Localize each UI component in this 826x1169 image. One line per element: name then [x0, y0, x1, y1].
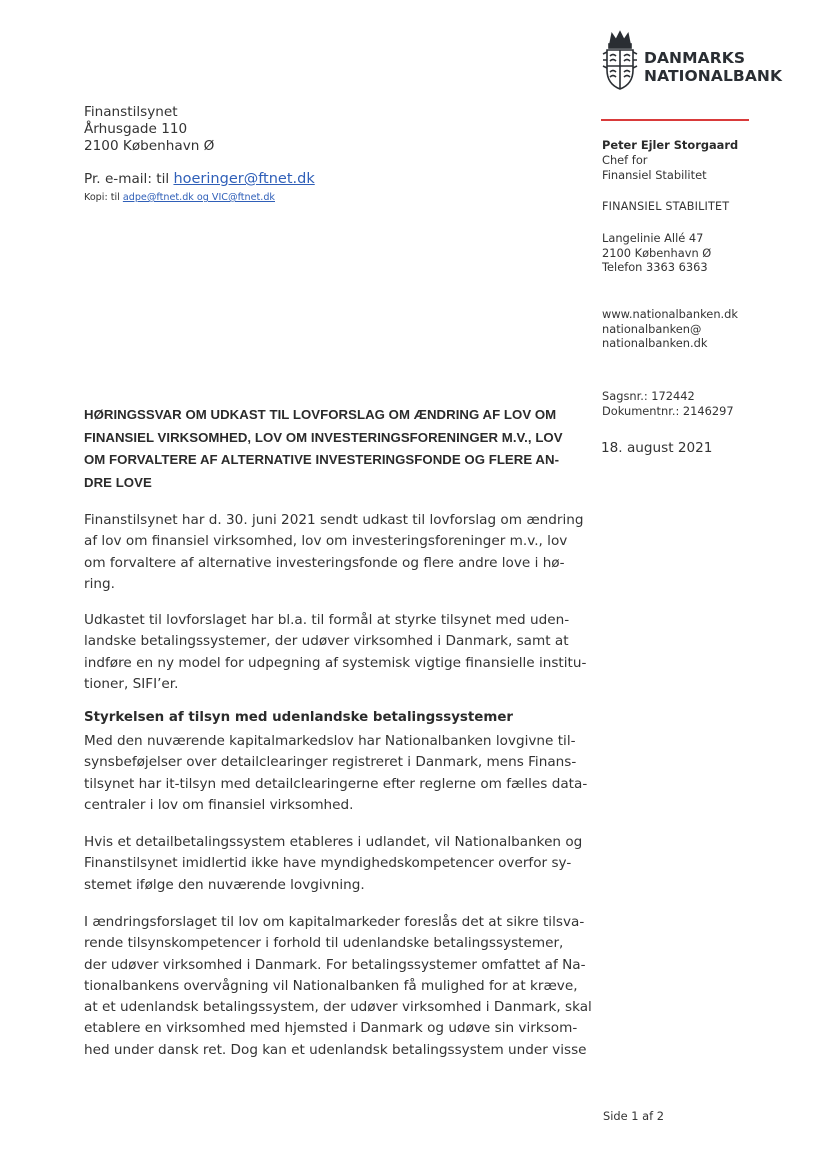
paragraph-1: [84, 510, 584, 595]
heading-line: OM FORVALTERE AF ALTERNATIVE INVESTERINGSFONDE OG FLERE AN-: [84, 452, 560, 467]
text-line: etablere en virksomhed med hjemsted i Danmark og udøve sin virksom-: [84, 1020, 578, 1037]
text-line: Udkastet til lovforslaget har bl.a. til formål at styrke tilsynet med uden-: [84, 612, 570, 628]
text-line: centraler i lov om finansiel virksomhed.: [84, 796, 354, 813]
sender-title-line-2: Finansiel Stabilitet: [602, 168, 707, 182]
sender-address: [602, 231, 711, 275]
copy-prefix: Kopi: til: [84, 192, 123, 203]
sender-web: [602, 307, 738, 351]
email-line: [84, 171, 315, 187]
text-line: tilsynet har it-tilsyn med detailclearingerne efter reglerne om fælles data-: [84, 775, 588, 792]
letter-heading: [84, 404, 584, 494]
text-line: landske betalingssystemer, der udøver virksomhed i Danmark, samt at: [84, 633, 569, 650]
email-prefix: Pr. e-mail: til: [84, 171, 174, 187]
text-line: af lov om finansiel virksomhed, lov om investeringsforeninger m.v., lov: [84, 533, 568, 550]
case-number: Sagsnr.: 172442: [602, 389, 695, 403]
text-line: Hvis et detailbetalingssystem etableres i udlandet, vil Nationalbanken og: [84, 834, 583, 850]
text-line: stemet ifølge den nuværende lovgivning.: [84, 876, 365, 893]
logo-line-2: NATIONALBANK: [644, 67, 783, 85]
heading-line: FINANSIEL VIRKSOMHED, LOV OM INVESTERINGSFORENINGER M.V., LOV: [84, 429, 563, 445]
sender-title-line-1: Chef for: [602, 153, 648, 167]
text-line: Med den nuværende kapitalmarkedslov har Nationalbanken lovgivne til-: [84, 733, 576, 749]
sender-phone: Telefon 3363 6363: [602, 260, 708, 275]
section-subheading: Styrkelsen af tilsyn med udenlandske betalingssystemer: [84, 710, 514, 725]
sender-department: FINANSIEL STABILITET: [602, 200, 730, 213]
letter-date: 18. august 2021: [601, 440, 713, 456]
copy-line: [84, 192, 275, 203]
paragraph-5: [84, 912, 592, 1061]
text-line: rende tilsynskompetencer i forhold til udenlandske betalingssystemer,: [84, 935, 564, 952]
text-line: synsbeføjelser over detailclearinger registreret i Danmark, mens Finans-: [84, 754, 577, 771]
text-line: hed under dansk ret. Dog kan et udenlandsk betalingssystem under visse: [84, 1041, 587, 1058]
paragraph-3: [84, 731, 588, 816]
heading-line: HØRINGSSVAR OM UDKAST TIL LOVFORSLAG OM ÆNDRING AF LOV OM: [84, 407, 557, 422]
paragraph-4: [84, 832, 584, 896]
page-number: Side 1 af 2: [603, 1109, 664, 1123]
text-line: Finanstilsynet har d. 30. juni 2021 sendt udkast til lovforslag om ændring: [84, 512, 584, 528]
sender-email-line: nationalbanken@: [602, 321, 702, 336]
sender-email-line: nationalbanken.dk: [602, 336, 708, 351]
text-line: Finanstilsynet imidlertid ikke have myndighedskompetencer overfor sy-: [84, 855, 572, 872]
email-link[interactable]: hoeringer@ftnet.dk: [173, 171, 315, 187]
text-line: I ændringsforslaget til lov om kapitalmarkeder foreslås det at sikre tilsva-: [84, 914, 585, 930]
copy-email-links[interactable]: adpe@ftnet.dk og VIC@ftnet.dk: [122, 192, 275, 203]
danmarks-nationalbank-logo: [602, 30, 792, 94]
text-line: om forvaltere af alternative investeringsfonde og flere andre love i hø-: [84, 554, 565, 571]
heading-line: DRE LOVE: [84, 474, 152, 490]
text-line: at et udenlandsk betalingssystem, der udøver virksomhed i Danmark, skal: [84, 999, 592, 1016]
text-line: ring.: [84, 575, 115, 592]
sender-website: www.nationalbanken.dk: [602, 307, 738, 321]
text-line: indføre en ny model for udpegning af systemisk vigtige finansielle institu-: [84, 654, 587, 671]
sender-address-line: Langelinie Allé 47: [602, 231, 704, 245]
logo-line-1: DANMARKS: [644, 49, 746, 67]
recipient-street: Århusgade 110: [84, 121, 188, 137]
recipient-city: 2100 København Ø: [84, 138, 215, 154]
recipient-address: [84, 104, 214, 155]
recipient-name: Finanstilsynet: [84, 104, 178, 120]
sender-address-line: 2100 København Ø: [602, 245, 712, 260]
accent-divider: [601, 119, 749, 121]
document-number: Dokumentnr.: 2146297: [602, 403, 734, 418]
text-line: der udøver virksomhed i Danmark. For betalingssystemer omfattet af Na-: [84, 956, 586, 973]
case-reference: [602, 389, 734, 418]
text-line: tioner, SIFI’er.: [84, 675, 179, 692]
sender-name: Peter Ejler Storgaard: [602, 138, 739, 152]
crowned-coat-of-arms-icon: [602, 30, 638, 92]
paragraph-2: [84, 610, 587, 695]
text-line: tionalbankens overvågning vil Nationalbanken få mulighed for at kræve,: [84, 977, 578, 994]
